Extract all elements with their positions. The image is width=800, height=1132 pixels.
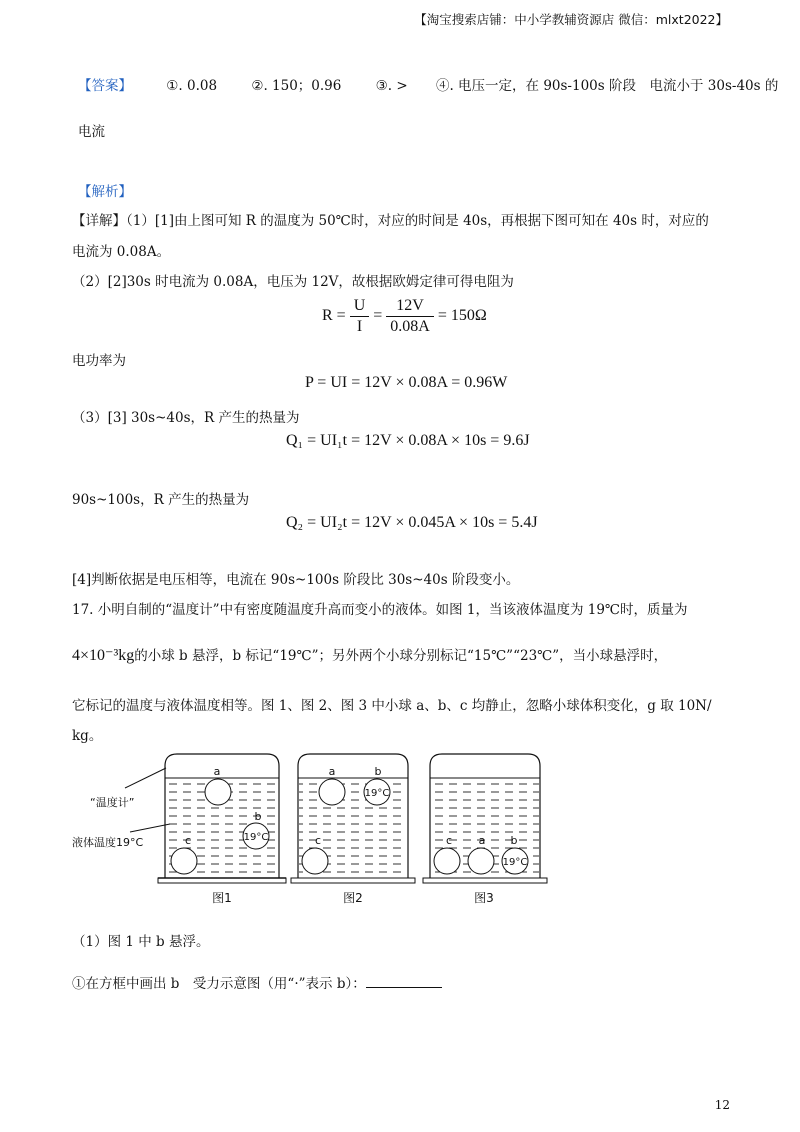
analysis-p2: （2）[2]30s 时电流为 0.08A，电压为 12V，故根据欧姆定律可得电阻为	[72, 274, 514, 290]
page-number: 12	[714, 1098, 730, 1112]
fig3-label-c: c	[445, 834, 453, 847]
eq1-equals: =	[373, 307, 383, 325]
eq1-f2-num: 12V	[386, 296, 434, 317]
question-line-2	[72, 644, 667, 665]
eq1-fraction-values	[386, 296, 434, 337]
fig1-caption: 图1	[212, 891, 232, 905]
analysis-p6: [4]判断依据是电压相等，电流在 90s~100s 阶段比 30s~40s 阶段变小。	[72, 572, 520, 588]
eq1-fraction-ui	[350, 296, 370, 337]
fig1-label-b: b	[254, 810, 262, 823]
equation-resistance	[322, 296, 487, 337]
label-thermometer: “温度计”	[90, 796, 135, 809]
answer-item-1: ①. 0.08	[166, 78, 218, 94]
fig1-label-c: c	[184, 834, 192, 847]
fig1-temp-b: 19°C	[243, 832, 269, 843]
label-liquid-temp: 液体温度19°C	[72, 836, 144, 849]
eq1-f2-den: 0.08A	[390, 318, 430, 335]
question-line-4: kg。	[72, 728, 103, 744]
eq1-lhs: R =	[322, 307, 346, 325]
equation-power: P = UI = 12V × 0.08A = 0.96W	[305, 374, 508, 391]
fig3-label-b: b	[510, 834, 518, 847]
analysis-p1-text: （1）[1]由上图可知 R 的温度为 50℃时，对应的时间是 40s，再根据下图可知在 40s 时，对应的	[126, 213, 709, 229]
fig2-label-c: c	[314, 834, 322, 847]
sub-question-1a-text: ①在方框中画出 b 受力示意图（用“·”表示 b）：	[72, 976, 366, 992]
fig3-temp-b: 19°C	[502, 857, 528, 868]
fig2-temp-b: 19°C	[364, 788, 390, 799]
answer-continuation: 电流	[78, 124, 105, 140]
fig2-label-b: b	[374, 765, 382, 778]
answer-item-2: ②. 150；0.96	[251, 78, 342, 94]
analysis-tag: 【解析】	[78, 184, 132, 200]
answer-item-3: ③. >	[375, 78, 408, 94]
analysis-p4: （3）[3] 30s~40s，R 产生的热量为	[72, 410, 300, 426]
thermometer-figure	[70, 748, 560, 908]
fig3-caption: 图3	[474, 891, 494, 905]
fig2-label-a: a	[328, 765, 336, 778]
eq1-rhs: = 150Ω	[437, 307, 487, 325]
question-line-2-text: 的小球 b 悬浮，b 标记“19℃”；另外两个小球分别标记“15℃”“23℃”，当小球悬浮时，	[134, 648, 668, 664]
fig3-label-a: a	[478, 834, 486, 847]
equation-heat-2: Q₂ = UI₂t = 12V × 0.045A × 10s = 5.4J	[286, 514, 538, 531]
mass-value: 4×10⁻³kg	[72, 647, 135, 664]
figure-1	[72, 754, 286, 905]
figure-2	[291, 754, 415, 905]
fig1-label-a: a	[213, 765, 221, 778]
question-line-1: 17. 小明自制的“温度计”中有密度随温度升高而变小的液体。如图 1，当该液体温度为 19℃时，质量为	[72, 602, 688, 618]
answer-item-4: ④. 电压一定，在 90s-100s 阶段 电流小于 30s-40s 的	[435, 78, 779, 94]
analysis-p1	[72, 209, 709, 229]
fig2-caption: 图2	[343, 891, 363, 905]
eq1-f1-den: I	[356, 318, 363, 335]
answer-blank[interactable]	[366, 975, 442, 988]
detail-tag: 【详解】	[72, 213, 126, 229]
page-header: 【淘宝搜索店铺：中小学教辅资源店 微信：mlxt2022】	[414, 12, 728, 27]
question-line-3: 它标记的温度与液体温度相等。图 1、图 2、图 3 中小球 a、b、c 均静止，忽略小球体积变化，g 取 10N/	[72, 698, 712, 714]
sub-question-1a	[72, 972, 442, 992]
analysis-p5: 90s~100s，R 产生的热量为	[72, 492, 250, 508]
sub-question-1: （1）图 1 中 b 悬浮。	[72, 934, 210, 950]
answer-line	[78, 74, 778, 94]
figure-3	[423, 754, 547, 905]
equation-heat-1: Q₁ = UI₁t = 12V × 0.08A × 10s = 9.6J	[286, 432, 530, 449]
eq1-f1-num: U	[350, 296, 370, 317]
analysis-p1b: 电流为 0.08A。	[72, 244, 171, 260]
analysis-p3: 电功率为	[72, 353, 126, 369]
answer-tag: 【答案】	[78, 78, 132, 94]
